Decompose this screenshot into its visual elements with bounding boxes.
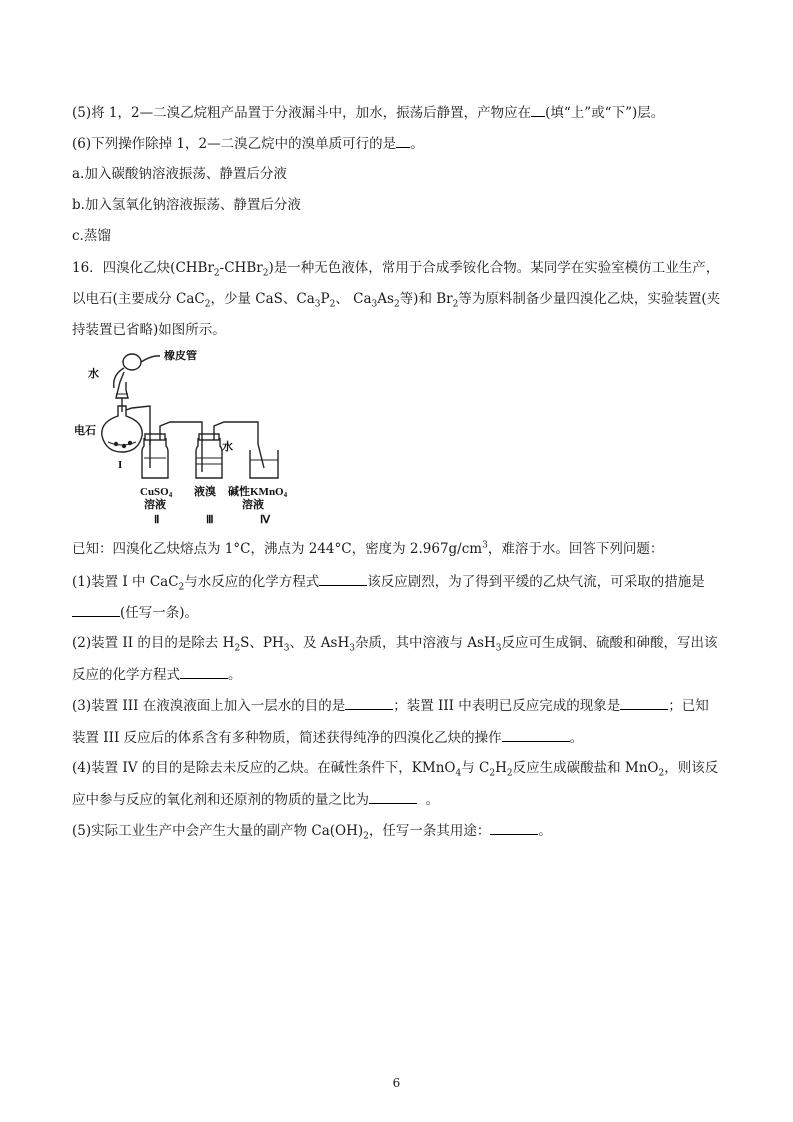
q15-option-b: b.加入氢氧化钠溶液振荡、静置后分液 — [72, 197, 301, 213]
q16-part3-line2: 装置 III 反应后的体系含有多种物质，简述获得纯净的四溴化乙炔的操作 。 — [72, 727, 583, 748]
q16-part2-line2: 反应的化学方程式 。 — [72, 664, 242, 685]
q16-intro-line1: 16．四溴化乙炔(CHBr$_2$-CHBr$_2$)是一种无色液体，常用于合成季铵化合物。某同学在实验室模仿工业生产， — [72, 260, 720, 279]
label-kmno4: 碱性KMnO4 — [228, 486, 288, 499]
answer-blank[interactable] — [490, 820, 538, 835]
label-IV: Ⅳ — [260, 514, 271, 526]
q16-part3-line1: (3)装置 III 在液溴液面上加入一层水的目的是 ；装置 III 中表明已反应完成的现象是 ；已知 — [72, 695, 709, 716]
answer-blank[interactable] — [369, 789, 417, 804]
apparatus-diagram — [72, 350, 312, 530]
label-II: Ⅱ — [154, 514, 160, 526]
rubber-tube — [141, 356, 160, 362]
label-I: I — [118, 459, 123, 471]
answer-blank[interactable] — [620, 695, 668, 710]
q16-intro-line3: 持装置已省略)如图所示。 — [72, 322, 226, 338]
q15-part6: (6)下列操作除掉 1，2—二溴乙烷中的溴单质可行的是 。 — [72, 133, 424, 154]
page-number: 6 — [392, 1076, 401, 1090]
q15-option-c: c.蒸馏 — [72, 228, 111, 244]
label-water: 水 — [88, 368, 99, 380]
label-water-2: 水 — [222, 441, 233, 453]
answer-blank[interactable] — [319, 571, 367, 586]
beaker-IV — [250, 450, 278, 478]
label-solution-1: 溶液 — [144, 499, 166, 511]
answer-blank[interactable] — [345, 695, 393, 710]
q15-option-a: a.加入碳酸钠溶液振荡、静置后分液 — [72, 166, 287, 182]
label-liquid-bromine: 液溴 — [194, 486, 216, 498]
answer-blank[interactable] — [72, 602, 120, 617]
label-calcium-carbide: 电石 — [74, 425, 96, 437]
answer-blank[interactable] — [180, 664, 228, 679]
delivery-tube-1 — [126, 406, 150, 445]
q15-part5: (5)将 1，2—二溴乙烷粗产品置于分液漏斗中，加水，振荡后静置，产物应在 (填“上”或“下”)层。 — [72, 102, 664, 123]
answer-blank[interactable] — [396, 133, 410, 148]
answer-blank[interactable] — [531, 102, 545, 117]
q16-part4-line1: (4)装置 IV 的目的是除去未反应的乙炔。在碱性条件下，KMnO$_4$与 $C_2H_2$反应生成碳酸盐和 MnO$_2$，则该反 — [72, 760, 719, 779]
q16-part1-line1: (1)装置 I 中 CaC$_2$与水反应的化学方程式 该反应剧烈，为了得到平缓的乙炔气流，可采取的措施是 — [72, 571, 705, 592]
q16-part1-line2: (任写一条)。 — [72, 602, 198, 623]
answer-blank[interactable] — [502, 727, 570, 742]
label-solution-2: 溶液 — [242, 499, 264, 511]
label-cuso4: CuSO4 — [140, 486, 173, 499]
label-rubber-tube: 橡皮管 — [164, 350, 197, 362]
label-III: Ⅲ — [206, 514, 214, 526]
q16-part5: (5)实际工业生产中会产生大量的副产物 $Ca(OH)_2$，任写一条其用途： 。 — [72, 820, 552, 841]
funnel-top-bulb — [123, 354, 141, 370]
q16-part2-line1: (2)装置 II 的目的是除去 $H_2S$、$PH_3$、及 AsH$_3$杂质，其中溶液与 AsH$_3$反应可生成铜、硫酸和砷酸，写出该 — [72, 635, 718, 654]
q16-intro-line2: 以电石(主要成分 CaC$_2$，少量 CaS、$Ca_3P_2$、 $Ca_3As_2$等)和 $Br_2$等为原料制备少量四溴化乙炔，实验装置(夹 — [72, 291, 721, 310]
delivery-tube-2 — [160, 422, 202, 440]
q16-known-info: 已知：四溴化乙炔熔点为 1°C，沸点为 244°C，密度为 $2.967g/cm^3$，难溶于水。回答下列问题： — [72, 540, 664, 557]
q16-part4-line2: 应中参与反应的氧化剂和还原剂的物质的量之比为 。 — [72, 789, 439, 810]
